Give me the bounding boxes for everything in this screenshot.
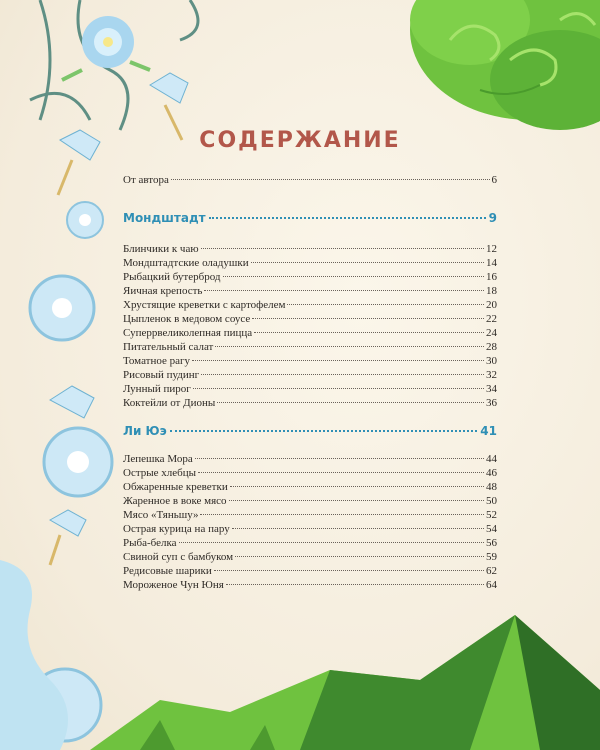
toc-entry[interactable]: [123, 383, 497, 397]
dot-leader: [170, 430, 478, 432]
toc-section-heading[interactable]: [123, 424, 497, 442]
green-mountain-illustration: [90, 615, 600, 750]
toc-entry-page: 46: [486, 467, 497, 479]
toc-entry-label: Питательный салат: [123, 341, 214, 353]
toc-entry-page: 44: [486, 453, 497, 465]
toc-entry[interactable]: [123, 313, 497, 327]
toc-entry-page: 34: [486, 383, 497, 395]
toc-entry[interactable]: [123, 579, 497, 593]
toc-entry[interactable]: [123, 174, 497, 188]
toc-entry-label: Рыба-белка: [123, 537, 177, 549]
toc-entry-label: Острая курица на пару: [123, 523, 230, 535]
dot-leader: [193, 388, 484, 389]
toc-entry-label: Хрустящие креветки с картофелем: [123, 299, 286, 311]
toc-entry[interactable]: [123, 299, 497, 313]
toc-entry-label: Свиной суп с бамбуком: [123, 551, 234, 563]
toc-entry-page: 54: [486, 523, 497, 535]
toc-entry-page: 6: [491, 174, 497, 186]
toc-entry[interactable]: [123, 285, 497, 299]
toc-entry-page: 32: [486, 369, 497, 381]
toc-entry-page: 20: [486, 299, 497, 311]
toc-entry-page: 52: [486, 509, 497, 521]
dot-leader: [201, 374, 484, 375]
section-label: Мондштадт: [123, 211, 206, 225]
toc-entry-page: 50: [486, 495, 497, 507]
toc-entry[interactable]: [123, 453, 497, 467]
dot-leader: [252, 318, 484, 319]
toc-entry-label: Обжаренные креветки: [123, 481, 228, 493]
toc-entry-page: 56: [486, 537, 497, 549]
toc-entry[interactable]: [123, 565, 497, 579]
toc-entry-page: 30: [486, 355, 497, 367]
toc-entry-page: 28: [486, 341, 497, 353]
toc-entry-page: 36: [486, 397, 497, 409]
dot-leader: [201, 248, 484, 249]
toc-entry-label: Томатное рагу: [123, 355, 191, 367]
toc-entry-label: Мясо «Тяньшу»: [123, 509, 199, 521]
dot-leader: [179, 542, 484, 543]
toc-entry[interactable]: [123, 481, 497, 495]
toc-entry-label: Мондштадтские оладушки: [123, 257, 249, 269]
toc-entry-label: Цыпленок в медовом соусе: [123, 313, 251, 325]
dot-leader: [229, 500, 484, 501]
toc-entry[interactable]: [123, 257, 497, 271]
toc-entry-label: Редисовые шарики: [123, 565, 212, 577]
toc-entry-page: 59: [486, 551, 497, 563]
toc-entry[interactable]: [123, 271, 497, 285]
toc-entry-page: 14: [486, 257, 497, 269]
toc-entry-label: Рыбацкий бутерброд: [123, 271, 221, 283]
toc-entry-label: Острые хлебцы: [123, 467, 197, 479]
dot-leader: [235, 556, 484, 557]
toc-entry-label: От автора: [123, 174, 169, 186]
toc-entry-label: Лепешка Мора: [123, 453, 193, 465]
dot-leader: [254, 332, 484, 333]
toc-entry-label: Рисовый пудинг: [123, 369, 200, 381]
toc-entry-page: 22: [486, 313, 497, 325]
toc-entry-page: 62: [486, 565, 497, 577]
toc-entry-label: Суперрвеликолепная пицца: [123, 327, 253, 339]
toc-entry[interactable]: [123, 523, 497, 537]
toc-entry-page: 24: [486, 327, 497, 339]
toc-entry[interactable]: [123, 355, 497, 369]
dot-leader: [232, 528, 484, 529]
blue-flower-illustration: [62, 16, 150, 80]
toc-entry-label: Лунный пирог: [123, 383, 191, 395]
toc-entry-page: 12: [486, 243, 497, 255]
toc-entry-page: 48: [486, 481, 497, 493]
toc-entry[interactable]: [123, 537, 497, 551]
dot-leader: [209, 217, 486, 219]
toc-entry-page: 64: [486, 579, 497, 591]
dot-leader: [230, 486, 484, 487]
toc-entry[interactable]: [123, 369, 497, 383]
toc-entry-page: 16: [486, 271, 497, 283]
toc-section-heading[interactable]: [123, 211, 497, 229]
toc-entry-page: 18: [486, 285, 497, 297]
dot-leader: [251, 262, 484, 263]
dot-leader: [192, 360, 484, 361]
toc-entry[interactable]: [123, 243, 497, 257]
toc-entry-label: Блинчики к чаю: [123, 243, 199, 255]
dot-leader: [217, 402, 484, 403]
toc-entry-label: Жаренное в воке мясо: [123, 495, 227, 507]
toc-entry[interactable]: [123, 467, 497, 481]
dot-leader: [204, 290, 484, 291]
toc-entry[interactable]: [123, 341, 497, 355]
dot-leader: [215, 346, 484, 347]
dot-leader: [226, 584, 484, 585]
toc-entry[interactable]: [123, 495, 497, 509]
blue-swirl-illustration: [0, 560, 68, 750]
dot-leader: [195, 458, 484, 459]
dot-leader: [223, 276, 485, 277]
dot-leader: [171, 179, 490, 180]
toc-entry[interactable]: [123, 397, 497, 411]
page-title: СОДЕРЖАНИЕ: [199, 128, 401, 153]
section-page: 9: [488, 211, 497, 225]
dot-leader: [200, 514, 484, 515]
dot-leader: [287, 304, 484, 305]
toc-entry-label: Яичная крепость: [123, 285, 203, 297]
toc-entry[interactable]: [123, 327, 497, 341]
toc-entry[interactable]: [123, 551, 497, 565]
dot-leader: [214, 570, 484, 571]
medallion-illustration: [29, 202, 112, 741]
toc-entry-label: Мороженое Чун Юня: [123, 579, 224, 591]
green-bush-illustration: [410, 0, 600, 130]
dot-leader: [198, 472, 484, 473]
section-label: Ли Юэ: [123, 424, 167, 438]
toc-entry[interactable]: [123, 509, 497, 523]
section-page: 41: [480, 424, 497, 438]
toc-entry-label: Коктейли от Дионы: [123, 397, 216, 409]
